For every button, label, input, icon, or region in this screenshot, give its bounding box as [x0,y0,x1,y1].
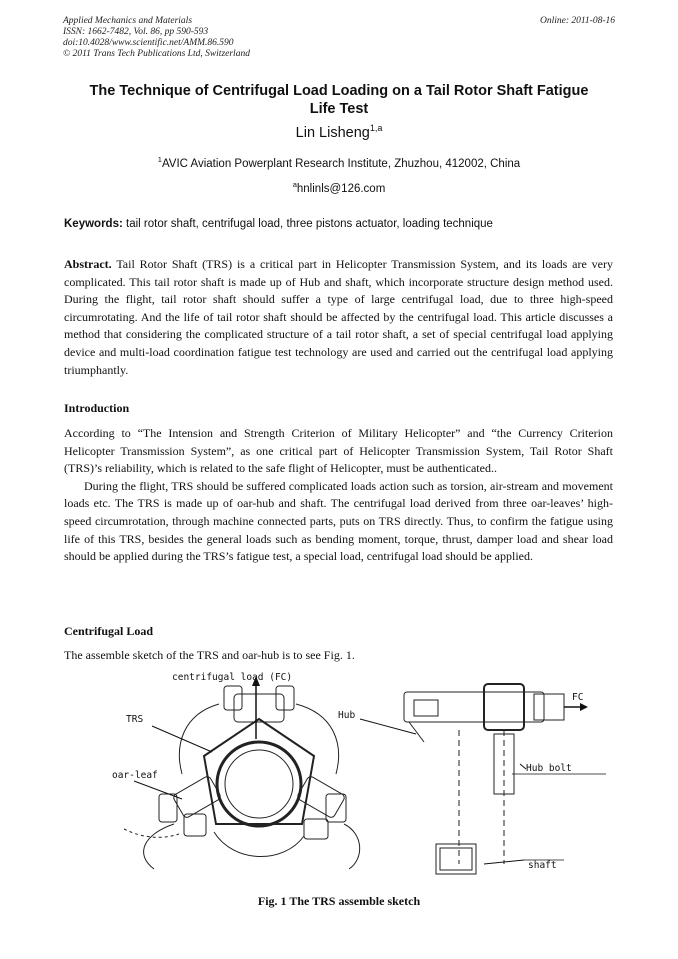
hub-drawing-left [124,686,360,869]
introduction-heading: Introduction [64,401,130,415]
title-line-2: Life Test [309,101,369,117]
label-hub: Hub [338,710,356,721]
author-superscript: 1,a [369,123,383,133]
trs-assembly-figure [64,664,613,884]
paper-title [60,82,618,118]
hub-drawing-right [404,684,564,874]
centrifugal-load-heading: Centrifugal Load [64,624,154,638]
label-trs: TRS [126,714,144,725]
abstract-label: Abstract. [64,257,112,271]
journal-issn: ISSN: 1662-7482, Vol. 86, pp 590-593 [63,27,209,37]
affiliation [0,155,678,170]
label-shaft: shaft [528,860,557,871]
author-email [0,180,678,195]
journal-meta [63,16,250,60]
author-name: Lin Lisheng [295,124,370,141]
centrifugal-load-text: The assemble sketch of the TRS and oar-hub is to see Fig. 1. [64,648,355,662]
keywords-text: tail rotor shaft, centrifugal load, three pistons actuator, loading technique [126,218,493,230]
affiliation-superscript: 1 [157,155,162,164]
journal-copyright: © 2011 Trans Tech Publications Ltd, Switzerland [63,49,250,59]
introduction-paragraph-2: During the flight, TRS should be suffered complicated loads action such as torsion, air-stream and movement loads etc. The TRS is made up of oar-hub and shaft. The centrifugal load derived from three oar-leaves’ high-speed circumrotation, through machine connected parts, puts on TRS directly. Thus, to confirm the fatigue using life of this TRS, besides the general loads such as bending moment, torque, thrust, damper load and shear load should be applied during the TRS’s fatigue test, a special load, centrifugal load should be applied. [64,478,613,564]
keywords-label: Keywords: [64,218,123,230]
journal-name: Applied Mechanics and Materials [63,16,193,26]
introduction-body [64,425,613,566]
abstract [64,256,613,379]
journal-doi: doi:10.4028/www.scientific.net/AMM.86.590 [63,38,234,48]
label-centrifugal-load: centrifugal load (FC) [172,672,293,683]
title-line-1: The Technique of Centrifugal Load Loading on a Tail Rotor Shaft Fatigue [89,83,589,99]
email-superscript: a [292,180,297,189]
email-text[interactable]: hnlinls@126.com [296,182,386,195]
label-oar-leaf: oar-leaf [112,770,158,781]
affiliation-text: AVIC Aviation Powerplant Research Institute, Zhuzhou, 412002, China [161,157,521,170]
label-hub-bolt: Hub bolt [526,763,572,774]
author-line [0,123,678,141]
online-date: Online: 2011-08-16 [539,16,615,26]
introduction-paragraph-1: According to “The Intension and Strength Criterion of Military Helicopter” and “the Currency Criterion Helicopter Transmission System”, as one critical part of Helicopter Transmission System, Tail Rotor Shaft (TRS)’s reliability, which is related to the safe flight of Helicopter, must be authenticated.. [64,426,613,476]
keywords [64,218,493,230]
abstract-text: Tail Rotor Shaft (TRS) is a critical part in Helicopter Transmission System, and its loads are very complicated. This tail rotor shaft is made up of Hub and shaft, which incorporate structure design method used. During the flight, tail rotor shaft should suffer a type of large centrifugal load, due to three high-speed circumrotating. And the life of tail rotor shaft should be affected by the centrifugal load. This article discusses a method that considering the complicated structure of a tail rotor shaft, a set of special centrifugal load applying device and multi-load coordination fatigue test technology are used and carried out the centrifugal load applying triumphantly. [64,257,613,377]
figure-caption: Fig. 1 The TRS assemble sketch [257,894,421,908]
label-fc: FC [572,692,584,703]
